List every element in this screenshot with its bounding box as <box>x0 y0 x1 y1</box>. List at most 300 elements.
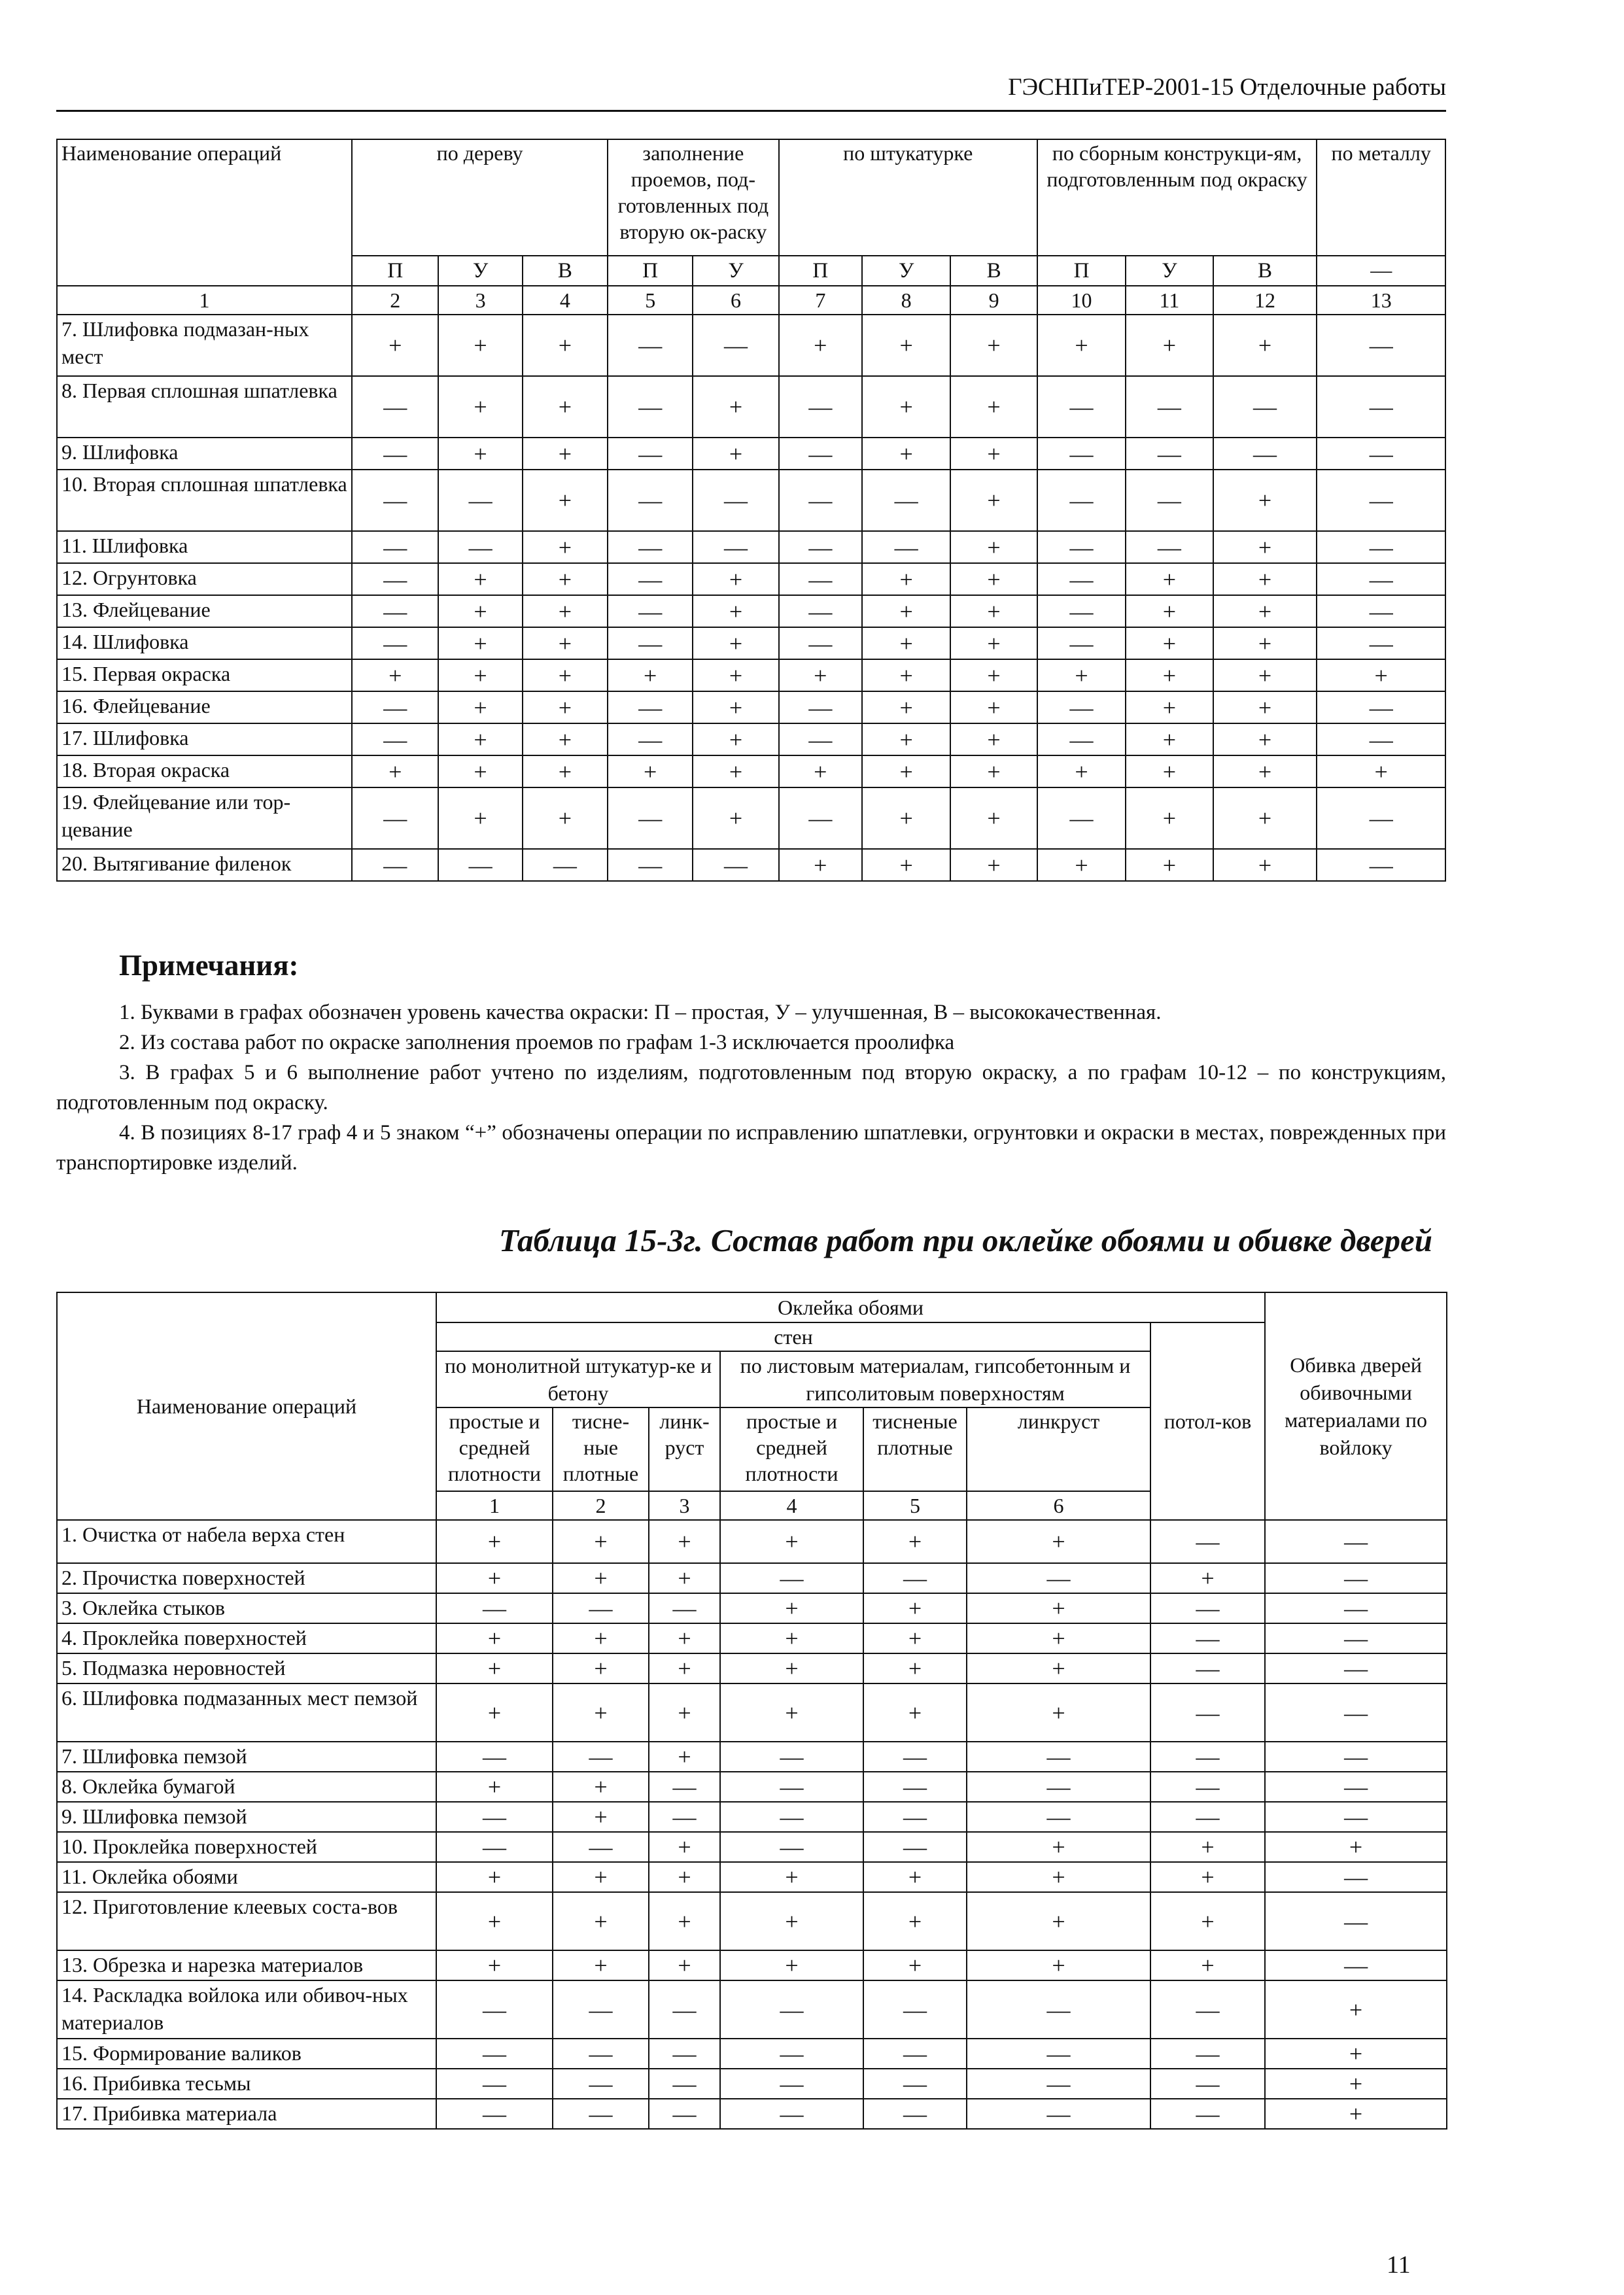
table-row <box>57 787 1445 849</box>
mark-cell: — <box>352 438 438 470</box>
mark-cell: + <box>553 1683 649 1742</box>
mark-cell: — <box>352 627 438 659</box>
mark-cell: + <box>1126 659 1213 691</box>
mark-cell: — <box>608 438 693 470</box>
mark-cell: — <box>693 315 778 376</box>
mark-cell: — <box>779 563 862 595</box>
mark-cell: — <box>1037 438 1126 470</box>
mark-cell: — <box>863 1772 967 1802</box>
mark-cell: + <box>862 627 950 659</box>
mark-cell: + <box>863 1862 967 1892</box>
column-number-cell: 5 <box>863 1491 967 1520</box>
quality-level-cell: П <box>352 256 438 286</box>
header-operations: Наименование операций <box>57 139 352 286</box>
mark-cell: — <box>779 470 862 531</box>
mark-cell: — <box>1150 2069 1265 2099</box>
mark-cell: + <box>1265 2099 1447 2129</box>
mark-cell: — <box>1126 531 1213 563</box>
mark-cell: + <box>436 1520 553 1563</box>
table-row <box>57 2039 1447 2069</box>
operation-name: 14. Шлифовка <box>57 627 352 659</box>
header-simple-sheet: простые и средней плотности <box>720 1407 863 1491</box>
mark-cell: + <box>1265 1980 1447 2039</box>
mark-cell: + <box>950 438 1037 470</box>
mark-cell: — <box>608 563 693 595</box>
mark-cell: — <box>1265 1802 1447 1832</box>
mark-cell: + <box>436 1862 553 1892</box>
table-row <box>57 595 1445 627</box>
mark-cell: + <box>436 1772 553 1802</box>
notes-list <box>56 997 1446 1178</box>
column-number-row <box>57 286 1445 315</box>
mark-cell: + <box>523 691 608 723</box>
mark-cell: — <box>1150 1772 1265 1802</box>
mark-cell: + <box>1213 849 1317 881</box>
header-doors: Обивка дверей обивочными материалами по войлоку <box>1265 1292 1447 1520</box>
column-number-cell: 1 <box>436 1491 553 1520</box>
mark-cell: — <box>862 470 950 531</box>
mark-cell: + <box>553 1772 649 1802</box>
mark-cell: — <box>1037 627 1126 659</box>
column-number-cell: 8 <box>862 286 950 315</box>
mark-cell: + <box>967 1653 1150 1683</box>
operation-name: 12. Приготовление клеевых соста-вов <box>57 1892 436 1950</box>
mark-cell: + <box>649 1950 720 1980</box>
mark-cell: + <box>967 1520 1150 1563</box>
mark-cell: + <box>1037 315 1126 376</box>
header-ceilings: потол-ков <box>1150 1322 1265 1520</box>
quality-level-cell: П <box>779 256 862 286</box>
column-number-cell: 3 <box>649 1491 720 1520</box>
mark-cell: + <box>352 755 438 787</box>
column-number-cell: 7 <box>779 286 862 315</box>
mark-cell: — <box>863 1742 967 1772</box>
mark-cell: + <box>863 1950 967 1980</box>
mark-cell: + <box>1317 659 1445 691</box>
mark-cell: + <box>950 563 1037 595</box>
operation-name: 10. Вторая сплошная шпатлевка <box>57 470 352 531</box>
mark-cell: + <box>523 438 608 470</box>
mark-cell: + <box>1126 787 1213 849</box>
mark-cell: — <box>1150 1593 1265 1623</box>
table-row <box>57 531 1445 563</box>
mark-cell: + <box>1126 849 1213 881</box>
column-number-cell: 11 <box>1126 286 1213 315</box>
notes-title: Примечания: <box>119 949 299 982</box>
mark-cell: + <box>553 1520 649 1563</box>
mark-cell: — <box>1126 438 1213 470</box>
mark-cell: + <box>553 1623 649 1653</box>
table-row <box>57 315 1445 376</box>
header-lincrusta-sheet: линкруст <box>967 1407 1150 1491</box>
mark-cell: — <box>863 1832 967 1862</box>
mark-cell: — <box>436 1802 553 1832</box>
mark-cell: + <box>438 595 522 627</box>
mark-cell: + <box>720 1653 863 1683</box>
mark-cell: — <box>608 470 693 531</box>
mark-cell: + <box>1213 595 1317 627</box>
mark-cell: — <box>779 691 862 723</box>
mark-cell: + <box>863 1623 967 1653</box>
header-operations: Наименование операций <box>57 1292 436 1520</box>
mark-cell: — <box>1317 563 1445 595</box>
operation-name: 12. Огрунтовка <box>57 563 352 595</box>
column-number-cell: 4 <box>720 1491 863 1520</box>
operation-name: 2. Прочистка поверхностей <box>57 1563 436 1593</box>
mark-cell: — <box>720 1832 863 1862</box>
table-header-row <box>57 139 1445 256</box>
table-row <box>57 1862 1447 1892</box>
mark-cell: — <box>1317 438 1445 470</box>
mark-cell: + <box>693 438 778 470</box>
mark-cell: + <box>438 659 522 691</box>
table-row <box>57 1980 1447 2039</box>
note-item: 2. Из состава работ по окраске заполнения проемов по графам 1-3 исключается проолифка <box>119 1031 955 1054</box>
quality-level-cell: У <box>1126 256 1213 286</box>
mark-cell: + <box>950 787 1037 849</box>
mark-cell: + <box>693 787 778 849</box>
mark-cell: — <box>779 723 862 755</box>
mark-cell: — <box>1150 1683 1265 1742</box>
table-row <box>57 627 1445 659</box>
column-number-cell: 9 <box>950 286 1037 315</box>
mark-cell: + <box>608 659 693 691</box>
table-body <box>57 1520 1447 2129</box>
mark-cell: + <box>649 1683 720 1742</box>
column-number-cell: 1 <box>57 286 352 315</box>
mark-cell: — <box>649 1772 720 1802</box>
column-number-cell: 4 <box>523 286 608 315</box>
header-sheet: по листовым материалам, гипсобетонным и гипсолитовым поверхностям <box>720 1351 1150 1407</box>
mark-cell: — <box>649 1980 720 2039</box>
quality-level-cell: В <box>1213 256 1317 286</box>
mark-cell: — <box>967 1563 1150 1593</box>
operation-name: 20. Вытягивание филенок <box>57 849 352 881</box>
column-number-cell: 6 <box>967 1491 1150 1520</box>
mark-cell: + <box>436 1623 553 1653</box>
mark-cell: — <box>1265 1772 1447 1802</box>
mark-cell: — <box>1317 376 1445 438</box>
mark-cell: — <box>1150 2039 1265 2069</box>
operation-name: 17. Шлифовка <box>57 723 352 755</box>
mark-cell: + <box>967 1832 1150 1862</box>
mark-cell: + <box>436 1892 553 1950</box>
mark-cell: — <box>1150 1520 1265 1563</box>
table-row <box>57 755 1445 787</box>
table-row <box>57 1950 1447 1980</box>
operation-name: 13. Флейцевание <box>57 595 352 627</box>
mark-cell: + <box>523 470 608 531</box>
mark-cell: + <box>863 1520 967 1563</box>
operation-name: 7. Шлифовка подмазан-ных мест <box>57 315 352 376</box>
header-wallpaper: Оклейка обоями <box>436 1292 1265 1322</box>
wallpaper-operations-table <box>56 1292 1447 2130</box>
mark-cell: + <box>1213 315 1317 376</box>
mark-cell: — <box>1265 1892 1447 1950</box>
note-item: 4. В позициях 8-17 граф 4 и 5 знаком “+” обозначены операции по исправлению шпатлевки, огрунтовки и окраски в местах, поврежденных при транспортировке изделий. <box>56 1121 1446 1175</box>
mark-cell: + <box>523 376 608 438</box>
quality-level-cell: У <box>693 256 778 286</box>
mark-cell: + <box>1126 755 1213 787</box>
mark-cell: + <box>862 723 950 755</box>
mark-cell: + <box>523 315 608 376</box>
mark-cell: — <box>436 1980 553 2039</box>
mark-cell: — <box>436 2069 553 2099</box>
mark-cell: + <box>352 659 438 691</box>
mark-cell: — <box>967 2069 1150 2099</box>
mark-cell: — <box>553 1832 649 1862</box>
mark-cell: + <box>523 627 608 659</box>
mark-cell: — <box>779 787 862 849</box>
mark-cell: — <box>863 1802 967 1832</box>
painting-operations-table <box>56 139 1446 882</box>
mark-cell: + <box>1037 849 1126 881</box>
mark-cell: + <box>1213 531 1317 563</box>
mark-cell: + <box>438 563 522 595</box>
mark-cell: — <box>436 1832 553 1862</box>
mark-cell: — <box>779 438 862 470</box>
mark-cell: — <box>438 849 522 881</box>
quality-level-cell: У <box>438 256 522 286</box>
mark-cell: — <box>1265 1683 1447 1742</box>
operation-name: 9. Шлифовка <box>57 438 352 470</box>
note-item: 3. В графах 5 и 6 выполнение работ учтено по изделиям, подготовленным под вторую окраску, а по графам 10-12 – по конструкциям, подготовленным под окраску. <box>56 1061 1446 1114</box>
column-number-cell: 13 <box>1317 286 1445 315</box>
column-number-cell: 3 <box>438 286 522 315</box>
mark-cell: + <box>950 659 1037 691</box>
mark-cell: + <box>863 1593 967 1623</box>
mark-cell: — <box>608 627 693 659</box>
mark-cell: + <box>523 659 608 691</box>
mark-cell: — <box>352 723 438 755</box>
mark-cell: — <box>1317 470 1445 531</box>
mark-cell: + <box>862 376 950 438</box>
mark-cell: — <box>693 470 778 531</box>
mark-cell: — <box>720 2099 863 2129</box>
operation-name: 13. Обрезка и нарезка материалов <box>57 1950 436 1980</box>
mark-cell: + <box>649 1832 720 1862</box>
table-row <box>57 470 1445 531</box>
mark-cell: + <box>352 315 438 376</box>
operation-name: 3. Оклейка стыков <box>57 1593 436 1623</box>
mark-cell: + <box>649 1653 720 1683</box>
mark-cell: + <box>950 691 1037 723</box>
mark-cell: — <box>649 2099 720 2129</box>
mark-cell: + <box>720 1683 863 1742</box>
mark-cell: — <box>1150 1980 1265 2039</box>
mark-cell: + <box>1213 723 1317 755</box>
mark-cell: — <box>553 1742 649 1772</box>
column-number-cell: 2 <box>352 286 438 315</box>
mark-cell: — <box>352 849 438 881</box>
mark-cell: + <box>649 1623 720 1653</box>
mark-cell: + <box>1126 595 1213 627</box>
mark-cell: + <box>1213 659 1317 691</box>
mark-cell: + <box>523 531 608 563</box>
mark-cell: — <box>1037 563 1126 595</box>
header-monolithic: по монолитной штукатур-ке и бетону <box>436 1351 720 1407</box>
operation-name: 1. Очистка от набела верха стен <box>57 1520 436 1563</box>
mark-cell: — <box>352 563 438 595</box>
table-row <box>57 1623 1447 1653</box>
running-header: ГЭСНПиТЕР-2001-15 Отделочные работы <box>56 72 1446 112</box>
table-row <box>57 1653 1447 1683</box>
mark-cell: — <box>863 1563 967 1593</box>
mark-cell: — <box>1126 470 1213 531</box>
mark-cell: + <box>1213 787 1317 849</box>
mark-cell: — <box>438 470 522 531</box>
mark-cell: + <box>1126 723 1213 755</box>
mark-cell: + <box>693 627 778 659</box>
mark-cell: + <box>649 1892 720 1950</box>
mark-cell: + <box>693 563 778 595</box>
mark-cell: — <box>608 691 693 723</box>
mark-cell: — <box>438 531 522 563</box>
mark-cell: + <box>1265 2039 1447 2069</box>
mark-cell: + <box>862 787 950 849</box>
mark-cell: — <box>352 691 438 723</box>
mark-cell: — <box>1317 595 1445 627</box>
column-number-cell: 5 <box>608 286 693 315</box>
table-row <box>57 1563 1447 1593</box>
quality-level-cell: П <box>608 256 693 286</box>
header-walls: стен <box>436 1322 1150 1351</box>
mark-cell: — <box>523 849 608 881</box>
mark-cell: — <box>436 1593 553 1623</box>
mark-cell: + <box>779 755 862 787</box>
mark-cell: — <box>720 1980 863 2039</box>
mark-cell: — <box>1213 438 1317 470</box>
mark-cell: — <box>720 2069 863 2099</box>
mark-cell: + <box>438 691 522 723</box>
mark-cell: — <box>1150 1653 1265 1683</box>
mark-cell: — <box>720 1772 863 1802</box>
operation-name: 4. Проклейка поверхностей <box>57 1623 436 1653</box>
header-prefab: по сборным конструкци-ям, подготовленным под окраску <box>1037 139 1317 256</box>
mark-cell: — <box>720 1563 863 1593</box>
mark-cell: + <box>1213 563 1317 595</box>
mark-cell: — <box>863 1980 967 2039</box>
mark-cell: + <box>967 1623 1150 1653</box>
mark-cell: + <box>1265 2069 1447 2099</box>
column-number-cell: 6 <box>693 286 778 315</box>
mark-cell: + <box>436 1563 553 1593</box>
operation-name: 16. Флейцевание <box>57 691 352 723</box>
mark-cell: + <box>436 1683 553 1742</box>
mark-cell: + <box>720 1950 863 1980</box>
operation-name: 16. Прибивка тесьмы <box>57 2069 436 2099</box>
mark-cell: + <box>553 1802 649 1832</box>
mark-cell: — <box>436 2039 553 2069</box>
operation-name: 6. Шлифовка подмазанных мест пемзой <box>57 1683 436 1742</box>
mark-cell: + <box>438 787 522 849</box>
mark-cell: — <box>1265 1653 1447 1683</box>
mark-cell: + <box>1037 755 1126 787</box>
mark-cell: — <box>1037 470 1126 531</box>
mark-cell: + <box>779 659 862 691</box>
mark-cell: — <box>1150 1802 1265 1832</box>
mark-cell: + <box>863 1892 967 1950</box>
mark-cell: — <box>967 1802 1150 1832</box>
mark-cell: — <box>693 531 778 563</box>
table-row <box>57 2099 1447 2129</box>
mark-cell: + <box>1126 627 1213 659</box>
table-row <box>57 1832 1447 1862</box>
operation-name: 15. Первая окраска <box>57 659 352 691</box>
mark-cell: + <box>950 723 1037 755</box>
operation-name: 8. Первая сплошная шпатлевка <box>57 376 352 438</box>
table-caption: Таблица 15-3г. Состав работ при оклейке обоями и обивке дверей <box>498 1222 1432 1258</box>
header-simple-mono: простые и средней плотности <box>436 1407 553 1491</box>
mark-cell: — <box>1150 1742 1265 1772</box>
mark-cell: + <box>1265 1832 1447 1862</box>
mark-cell: + <box>720 1593 863 1623</box>
mark-cell: + <box>553 1653 649 1683</box>
mark-cell: + <box>967 1683 1150 1742</box>
table-row <box>57 376 1445 438</box>
operation-name: 19. Флейцевание или тор-цевание <box>57 787 352 849</box>
mark-cell: — <box>779 595 862 627</box>
mark-cell: — <box>553 2099 649 2129</box>
mark-cell: + <box>1037 659 1126 691</box>
mark-cell: — <box>553 2039 649 2069</box>
table-row <box>57 1742 1447 1772</box>
mark-cell: + <box>1317 755 1445 787</box>
column-number-cell: 10 <box>1037 286 1126 315</box>
mark-cell: + <box>693 659 778 691</box>
mark-cell: — <box>1265 1742 1447 1772</box>
mark-cell: + <box>779 315 862 376</box>
mark-cell: — <box>1037 787 1126 849</box>
table-row <box>57 1772 1447 1802</box>
mark-cell: — <box>649 2069 720 2099</box>
mark-cell: — <box>608 376 693 438</box>
mark-cell: — <box>352 470 438 531</box>
mark-cell: + <box>649 1742 720 1772</box>
mark-cell: + <box>649 1563 720 1593</box>
mark-cell: + <box>720 1623 863 1653</box>
mark-cell: — <box>1037 595 1126 627</box>
table-body <box>57 315 1445 881</box>
mark-cell: + <box>649 1862 720 1892</box>
mark-cell: + <box>1213 470 1317 531</box>
mark-cell: + <box>436 1653 553 1683</box>
mark-cell: — <box>863 2099 967 2129</box>
operation-name: 14. Раскладка войлока или обивоч-ных материалов <box>57 1980 436 2039</box>
mark-cell: + <box>436 1950 553 1980</box>
mark-cell: + <box>862 438 950 470</box>
table-row <box>57 691 1445 723</box>
mark-cell: — <box>1317 315 1445 376</box>
mark-cell: + <box>720 1892 863 1950</box>
quality-level-cell: П <box>1037 256 1126 286</box>
mark-cell: — <box>608 787 693 849</box>
mark-cell: + <box>950 849 1037 881</box>
mark-cell: + <box>553 1950 649 1980</box>
mark-cell: + <box>1126 563 1213 595</box>
table-row <box>57 1683 1447 1742</box>
operation-name: 10. Проклейка поверхностей <box>57 1832 436 1862</box>
operation-name: 11. Шлифовка <box>57 531 352 563</box>
mark-cell: — <box>553 1593 649 1623</box>
mark-cell: — <box>862 531 950 563</box>
mark-cell: — <box>436 1742 553 1772</box>
mark-cell: + <box>1126 315 1213 376</box>
mark-cell: + <box>950 755 1037 787</box>
mark-cell: — <box>1265 1862 1447 1892</box>
mark-cell: — <box>1265 1520 1447 1563</box>
mark-cell: — <box>1150 1623 1265 1653</box>
